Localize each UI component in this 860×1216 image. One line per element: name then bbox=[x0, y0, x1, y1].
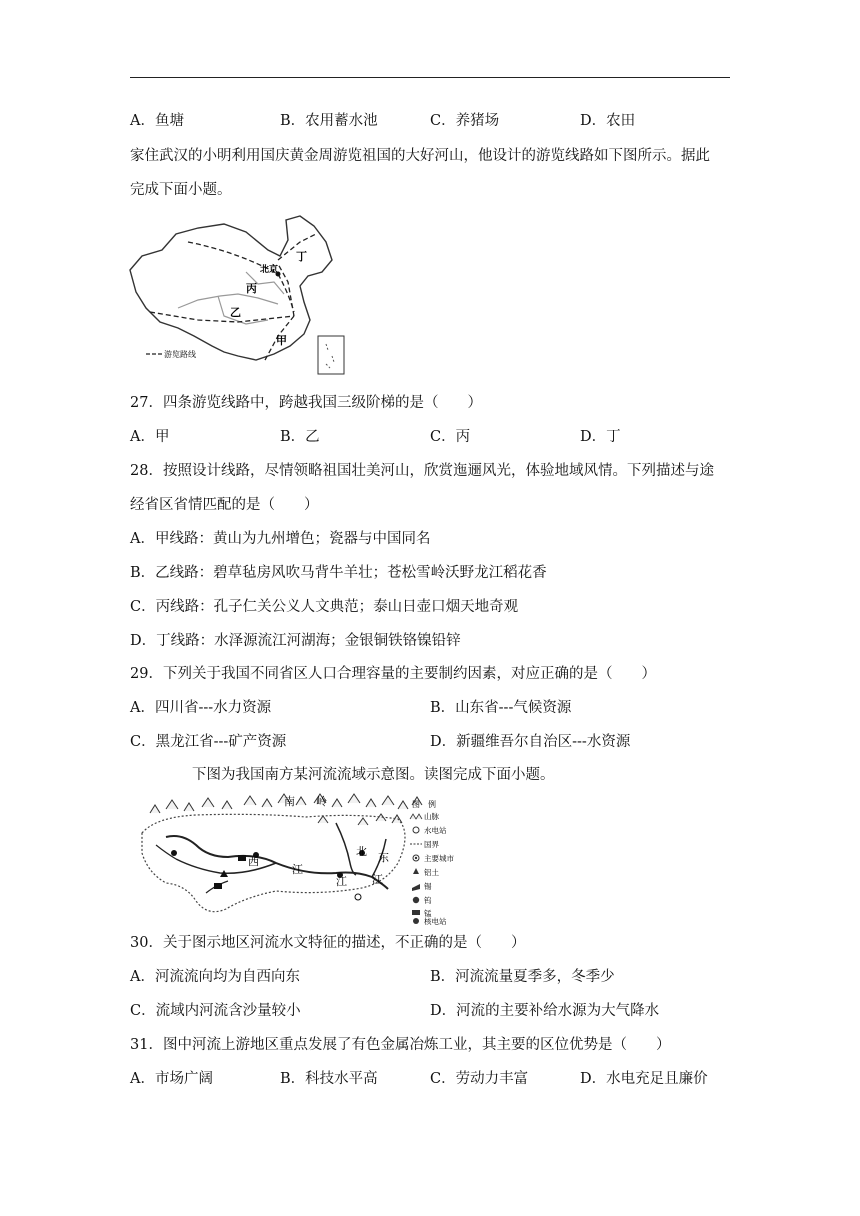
q30-stem: 30．关于图示地区河流水文特征的描述，不正确的是（ ） bbox=[130, 935, 526, 951]
q28-option-d: D．丁线路：水泽源流江河湖海；金银铜铁铬镍铅锌 bbox=[130, 633, 461, 649]
intro1-line1: 家住武汉的小明利用国庆黄金周游览祖国的大好河山，他设计的游览线路如下图所示。据此 bbox=[130, 148, 710, 164]
map2-label-ling: 岭 bbox=[316, 795, 327, 808]
legend-item-hydro: 水电站 bbox=[424, 826, 447, 835]
q27-option-a: A．甲 bbox=[130, 429, 170, 445]
manganese-symbol bbox=[214, 883, 222, 889]
q26-option-a: A．鱼塘 bbox=[130, 113, 184, 129]
q29-option-c: C．黑龙江省---矿产资源 bbox=[130, 734, 287, 750]
bauxite-icon bbox=[413, 868, 419, 874]
q28-option-b: B．乙线路：碧草毡房风吹马背牛羊壮；苍松雪岭沃野龙江稻花香 bbox=[130, 565, 547, 581]
q31-option-c: C．劳动力丰富 bbox=[430, 1071, 529, 1087]
map2-label-jiang2: 江 bbox=[336, 875, 347, 888]
nuclear-station-icon bbox=[413, 918, 419, 924]
q28-stem-line1: 28．按照设计线路，尽情领略祖国壮美河山，欣赏迤逦风光，体验地域风情。下列描述与途 bbox=[130, 463, 714, 479]
q30-option-b: B．河流流量夏季多，冬季少 bbox=[430, 969, 615, 985]
intro1-line2: 完成下面小题。 bbox=[130, 182, 232, 198]
legend-item-city: 主要城市 bbox=[424, 854, 454, 863]
river-map-legend bbox=[408, 798, 488, 926]
q29-option-d: D．新疆维吾尔自治区---水资源 bbox=[430, 734, 631, 750]
q30-option-a: A．河流流向均为自西向东 bbox=[130, 969, 300, 985]
legend-item-bauxite: 铝土 bbox=[424, 868, 439, 877]
q29-stem: 29．下列关于我国不同省区人口合理容量的主要制约因素，对应正确的是（ ） bbox=[130, 666, 656, 682]
map2-label-jiang3: 江 bbox=[372, 873, 383, 886]
city-marker bbox=[355, 894, 361, 900]
map1-label-beijing: 北京 bbox=[260, 265, 279, 275]
map2-label-jiang1: 江 bbox=[292, 863, 303, 876]
legend-item-manganese: 锰 bbox=[424, 909, 432, 918]
q31-option-a: A．市场广阔 bbox=[130, 1071, 213, 1087]
map1-label-ding: 丁 bbox=[296, 250, 307, 263]
manganese-symbol bbox=[238, 855, 246, 861]
legend-title: 图 例 bbox=[412, 800, 436, 809]
q26-option-b: B．农用蓄水池 bbox=[280, 113, 378, 129]
map2-label-nan: 南 bbox=[284, 795, 295, 808]
q28-option-a: A．甲线路：黄山为九州增色；瓷器与中国同名 bbox=[130, 531, 431, 547]
legend-item-tungsten: 钨 bbox=[424, 896, 432, 905]
map2-label-dong: 东 bbox=[378, 851, 389, 864]
q28-stem-line2: 经省区省情匹配的是（ ） bbox=[130, 497, 319, 513]
q31-option-b: B．科技水平高 bbox=[280, 1071, 378, 1087]
map1-legend-label: 游览路线 bbox=[164, 350, 196, 359]
tin-icon bbox=[412, 884, 420, 891]
q29-option-a: A．四川省---水力资源 bbox=[130, 700, 272, 716]
map1-label-bing: 丙 bbox=[246, 282, 257, 295]
q26-option-c: C．养猪场 bbox=[430, 113, 500, 129]
q27-stem: 27．四条游览线路中，跨越我国三级阶梯的是（ ） bbox=[130, 395, 482, 411]
q29-option-b: B．山东省---气候资源 bbox=[430, 700, 572, 716]
hydro-station-icon bbox=[413, 827, 419, 833]
intro2: 下图为我国南方某河流流域示意图。读图完成下面小题。 bbox=[192, 767, 555, 783]
china-route-map bbox=[128, 212, 358, 378]
manganese-icon bbox=[412, 910, 420, 915]
legend-item-nuclear: 核电站 bbox=[424, 917, 447, 926]
legend-item-border: 国界 bbox=[424, 840, 439, 849]
q27-option-c: C．丙 bbox=[430, 429, 471, 445]
map1-label-yi: 乙 bbox=[230, 306, 241, 319]
q27-option-d: D．丁 bbox=[580, 429, 621, 445]
map2-label-xi: 西 bbox=[248, 855, 259, 868]
q31-option-d: D．水电充足且廉价 bbox=[580, 1071, 708, 1087]
q26-option-d: D．农田 bbox=[580, 113, 636, 129]
map1-label-jia: 甲 bbox=[276, 334, 287, 347]
hydro-station-symbol bbox=[171, 850, 177, 856]
header-rule bbox=[130, 77, 730, 78]
legend-item-tin: 锡 bbox=[424, 882, 432, 891]
q28-option-c: C．丙线路：孔子仁关公义人文典范；泰山日壶口烟天地奇观 bbox=[130, 599, 519, 615]
q30-option-d: D．河流的主要补给水源为大气降水 bbox=[430, 1003, 660, 1019]
q27-option-b: B．乙 bbox=[280, 429, 320, 445]
legend-item-mountain: 山脉 bbox=[424, 812, 439, 821]
q30-option-c: C．流域内河流含沙量较小 bbox=[130, 1003, 301, 1019]
q31-stem: 31．图中河流上游地区重点发展了有色金属冶炼工业，其主要的区位优势是（ ） bbox=[130, 1037, 671, 1053]
tungsten-icon bbox=[413, 897, 419, 903]
map2-label-bei: 北 bbox=[356, 845, 367, 858]
